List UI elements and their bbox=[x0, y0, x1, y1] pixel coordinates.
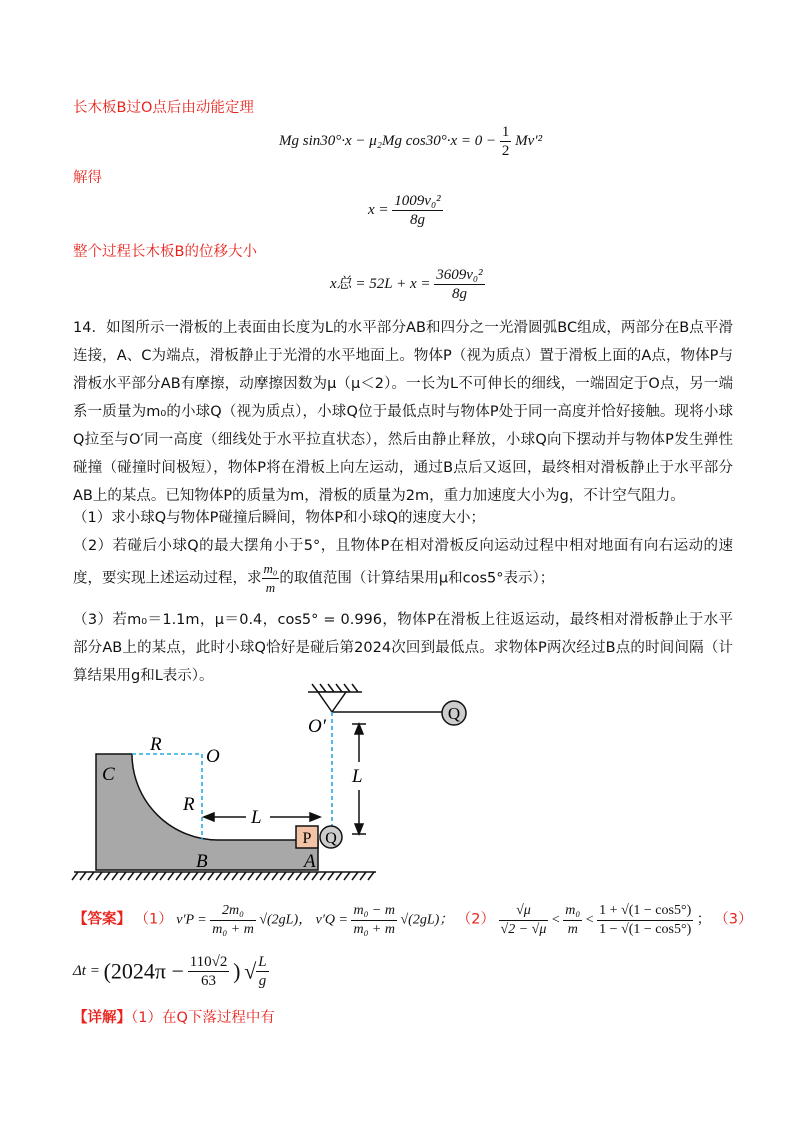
displacement-label: 整个过程长木板B的位移大小 bbox=[73, 244, 257, 260]
energy-theorem-heading: 长木板B过O点后由动能定理 bbox=[73, 100, 254, 116]
answer-part2-label: （2） bbox=[456, 911, 496, 928]
question-1: （1）求小球Q与物体P碰撞后瞬间，物体P和小球Q的速度大小； bbox=[73, 510, 486, 526]
vQ-lhs: v′Q = bbox=[315, 912, 348, 928]
vQ-fraction bbox=[351, 902, 397, 939]
label-O-prime: O′ bbox=[308, 716, 326, 737]
energy-eq-tail: Mv′² bbox=[515, 132, 543, 149]
vQ-tail: √(2gL)； bbox=[400, 912, 454, 928]
vP-lhs: v′P = bbox=[176, 912, 207, 928]
sqrt-sign: √ bbox=[244, 958, 257, 984]
label-L-horizontal: L bbox=[251, 807, 262, 828]
question-2-text-b: 的取值范围（计算结果用μ和cos5°表示）； bbox=[279, 570, 555, 587]
frac-den: m₀ + m bbox=[212, 922, 254, 937]
ground bbox=[72, 872, 376, 880]
label-Q-high: Q bbox=[447, 704, 461, 723]
frac-num: L bbox=[258, 954, 267, 970]
total-eq-fraction bbox=[434, 266, 484, 303]
frac-num: 3609v₀² bbox=[436, 267, 483, 283]
total-displacement-equation bbox=[330, 266, 485, 303]
vP-tail: √(2gL)， bbox=[259, 912, 313, 928]
dt-paren-open: (2024π − bbox=[103, 958, 184, 984]
dt-lhs: Δt = bbox=[73, 962, 100, 979]
vP-fraction bbox=[210, 902, 256, 939]
frac-num: 2m₀ bbox=[210, 902, 256, 921]
frac-num: 1 bbox=[501, 124, 510, 140]
ineq-right-fraction bbox=[597, 902, 693, 939]
ineq-left-fraction bbox=[499, 902, 549, 939]
label-R-side: R bbox=[183, 794, 195, 815]
slider-pendulum-figure bbox=[70, 682, 490, 887]
label-Q-low: Q bbox=[325, 830, 337, 847]
solve-label: 解得 bbox=[73, 170, 102, 186]
frac-num: 110√2 bbox=[189, 954, 228, 970]
detail-tag: 【详解】 bbox=[73, 1010, 131, 1026]
question-2-text-a: （2）若碰后小球Q的最大摆角小于5°，且物体P在相对滑板反向运动过程中相对地面有向右运动的速度，要实现上述运动过程，求 bbox=[73, 538, 733, 587]
problem-statement: 14．如图所示一滑板的上表面由长度为L的水平部分AB和四分之一光滑圆弧BC组成，两部分在B点平滑连接，A、C为端点，滑板静止于光滑的水平地面上。物体P（视为质点）置于滑板上面的A点，物体P与滑板水平部分AB有摩擦，动摩擦因数为μ（μ＜2）。一长为L不可伸长的细线，一端固定于O点，另一端系一质量为m₀的小球Q（视为质点），小球Q位于最低点时与物体P处于同一高度并恰好接触。现将小球Q拉至与O′同一高度（细线处于水平拉直状态），然后由静止释放，小球Q向下摆动并与物体P发生弹性碰撞（碰撞时间极短），物体P将在滑板上向左运动，通过B点后又返回，最终相对滑板静止于水平部分AB上的某点。已知物体P的质量为m，滑板的质量为2m，重力加速度大小为g，不计空气阻力。 bbox=[73, 320, 733, 504]
question-2 bbox=[73, 532, 733, 597]
frac-den: √2 − √μ bbox=[500, 922, 547, 937]
part2-end: ； bbox=[696, 912, 711, 928]
energy-equation bbox=[279, 123, 542, 160]
m0-over-m-fraction bbox=[262, 560, 280, 597]
dt-paren-close: ) bbox=[233, 958, 241, 984]
answer-part3-label: （3） bbox=[714, 911, 753, 928]
label-O: O bbox=[206, 746, 220, 767]
x-eq-fraction bbox=[392, 192, 442, 229]
answer-tag: 【答案】 bbox=[73, 911, 131, 928]
frac-num: 1 + √(1 − cos5°) bbox=[597, 902, 693, 921]
label-L-vertical: L bbox=[352, 766, 363, 787]
dt-fraction bbox=[188, 953, 230, 990]
energy-eq-lhs: Mg sin30°·x − μ₂Mg cos30°·x = 0 − bbox=[279, 132, 497, 149]
answer-part1-label: （1） bbox=[134, 911, 173, 928]
label-B: B bbox=[196, 851, 208, 872]
label-P: P bbox=[302, 830, 312, 847]
frac-den: 1 − √(1 − cos5°) bbox=[599, 922, 692, 937]
frac-den: m bbox=[265, 580, 276, 595]
ineq-mid-fraction bbox=[563, 902, 582, 939]
label-R-top: R bbox=[150, 734, 162, 755]
horizontal-L-dimension bbox=[204, 813, 320, 821]
label-C: C bbox=[102, 764, 115, 785]
frac-den: 63 bbox=[201, 973, 217, 989]
total-eq-lhs: x总 = 52L + x = bbox=[330, 275, 431, 292]
less-than-1: < bbox=[551, 912, 560, 928]
frac-den: 8g bbox=[409, 212, 425, 228]
x-eq-lhs: x = bbox=[368, 201, 389, 218]
energy-eq-half bbox=[500, 123, 512, 160]
dt-sqrt-fraction bbox=[256, 953, 268, 990]
less-than-2: < bbox=[585, 912, 594, 928]
frac-num: m₀ − m bbox=[351, 902, 397, 921]
frac-num: m₀ bbox=[563, 902, 582, 921]
frac-den: m bbox=[567, 922, 578, 937]
delta-t-equation bbox=[73, 953, 269, 990]
frac-den: 2 bbox=[501, 143, 510, 159]
frac-den: g bbox=[258, 973, 267, 989]
frac-den: m₀ + m bbox=[353, 922, 395, 937]
x-equation bbox=[368, 192, 443, 229]
question-3: （3）若m₀＝1.1m，μ＝0.4，cos5° = 0.996，物体P在滑板上往返运动，最终相对滑板静止于水平部分AB上的某点，此时小球Q恰好是碰后第2024次回到最低点。求物体P两次经过B点的时间间隔（计算结果用g和L表示）。 bbox=[73, 612, 733, 684]
frac-num: m₀ bbox=[262, 560, 280, 579]
frac-num: 1009v₀² bbox=[394, 193, 441, 209]
answer-line bbox=[73, 902, 752, 939]
ceiling-support bbox=[308, 684, 362, 712]
detail-text: （1）在Q下落过程中有 bbox=[131, 1010, 275, 1026]
detail-line bbox=[73, 1006, 275, 1027]
frac-num: √μ bbox=[499, 902, 549, 921]
frac-den: 8g bbox=[451, 286, 467, 302]
label-A: A bbox=[304, 851, 316, 872]
